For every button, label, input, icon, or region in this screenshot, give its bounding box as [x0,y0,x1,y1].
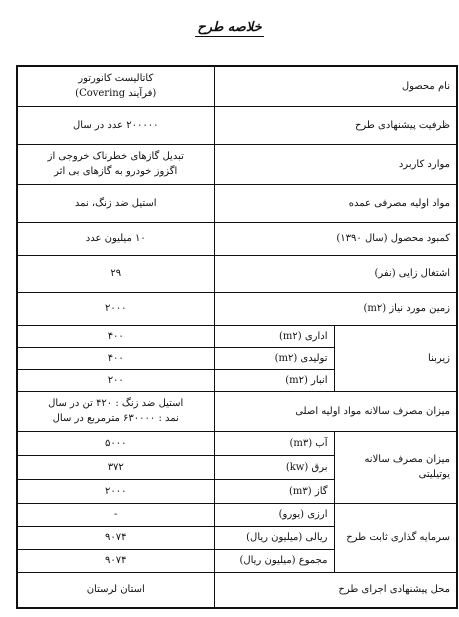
sub-label: برق (kw) [214,455,334,479]
sub-label: آب (m۳) [214,431,334,455]
value-line: کاتالیست کانورتور [78,73,154,85]
row-value: ۲۹ [17,255,214,292]
row-value [17,391,214,431]
table-row [17,255,457,292]
row-label: مواد اولیه مصرفی عمده [214,184,457,222]
row-value: ۱۰ میلیون عدد [17,222,214,255]
value-line: تبدیل گازهای خطرناک خروجی از [47,151,184,162]
row-value: - [17,503,214,526]
value-line: اگزوز خودرو به گازهای بی اثر [54,166,178,177]
sub-label: تولیدی (m۲) [214,347,334,369]
sub-label: مجموع (میلیون ریال) [214,549,334,572]
table-row [17,222,457,255]
group-label: میزان مصرف سالانه یوتیلیتی [334,431,457,503]
summary-table [16,65,458,609]
sub-label: ریالی (میلیون ریال) [214,526,334,549]
row-value: ۲۰۰ [17,369,214,391]
row-value: ۴۰۰ [17,347,214,369]
table-row [17,503,457,526]
table-row [17,66,457,106]
row-label: کمبود محصول (سال ۱۳۹۰) [214,222,457,255]
row-value: ۲۰۰۰۰۰ عدد در سال [17,106,214,144]
row-label: میزان مصرف سالانه مواد اولیه اصلی [214,391,457,431]
row-label: محل پیشنهادی اجرای طرح [214,572,457,608]
sub-label: اداری (m۲) [214,325,334,347]
group-label: سرمایه گذاری ثابت طرح [334,503,457,572]
row-value: استیل ضد زنگ، نمد [17,184,214,222]
row-value [17,144,214,184]
document-title [0,20,459,35]
row-value: ۴۰۰ [17,325,214,347]
table-row [17,106,457,144]
group-label: زیربنا [334,325,457,391]
row-label: نام محصول [214,66,457,106]
row-label: موارد کاربرد [214,144,457,184]
row-value: ۹۰۷۴ [17,549,214,572]
row-label: زمین مورد نیاز (m۲) [214,292,457,325]
row-value: ۳۷۲ [17,455,214,479]
document-title-text: خلاصه طرح [197,20,262,35]
table-row [17,391,457,431]
table-row [17,292,457,325]
row-value: استان لرستان [17,572,214,608]
value-line: استیل ضد زنگ : ۴۲۰ تن در سال [48,398,184,409]
table-row [17,184,457,222]
value-line: نمد : ۶۳۰۰۰۰ مترمربع در سال [52,413,179,424]
row-value: ۹۰۷۴ [17,526,214,549]
sub-label: گاز (m۳) [214,479,334,503]
row-value [17,66,214,106]
sub-label: انبار (m۲) [214,369,334,391]
sub-label: ارزی (یورو) [214,503,334,526]
value-line: (فرآیند Covering) [75,88,157,100]
table-row [17,572,457,608]
row-label: ظرفیت پیشنهادی طرح [214,106,457,144]
row-value: ۵۰۰۰ [17,431,214,455]
row-value: ۲۰۰۰ [17,479,214,503]
row-value: ۲۰۰۰ [17,292,214,325]
table-row [17,325,457,347]
row-label: اشتغال زایی (نفر) [214,255,457,292]
table-row [17,144,457,184]
table-row [17,431,457,455]
